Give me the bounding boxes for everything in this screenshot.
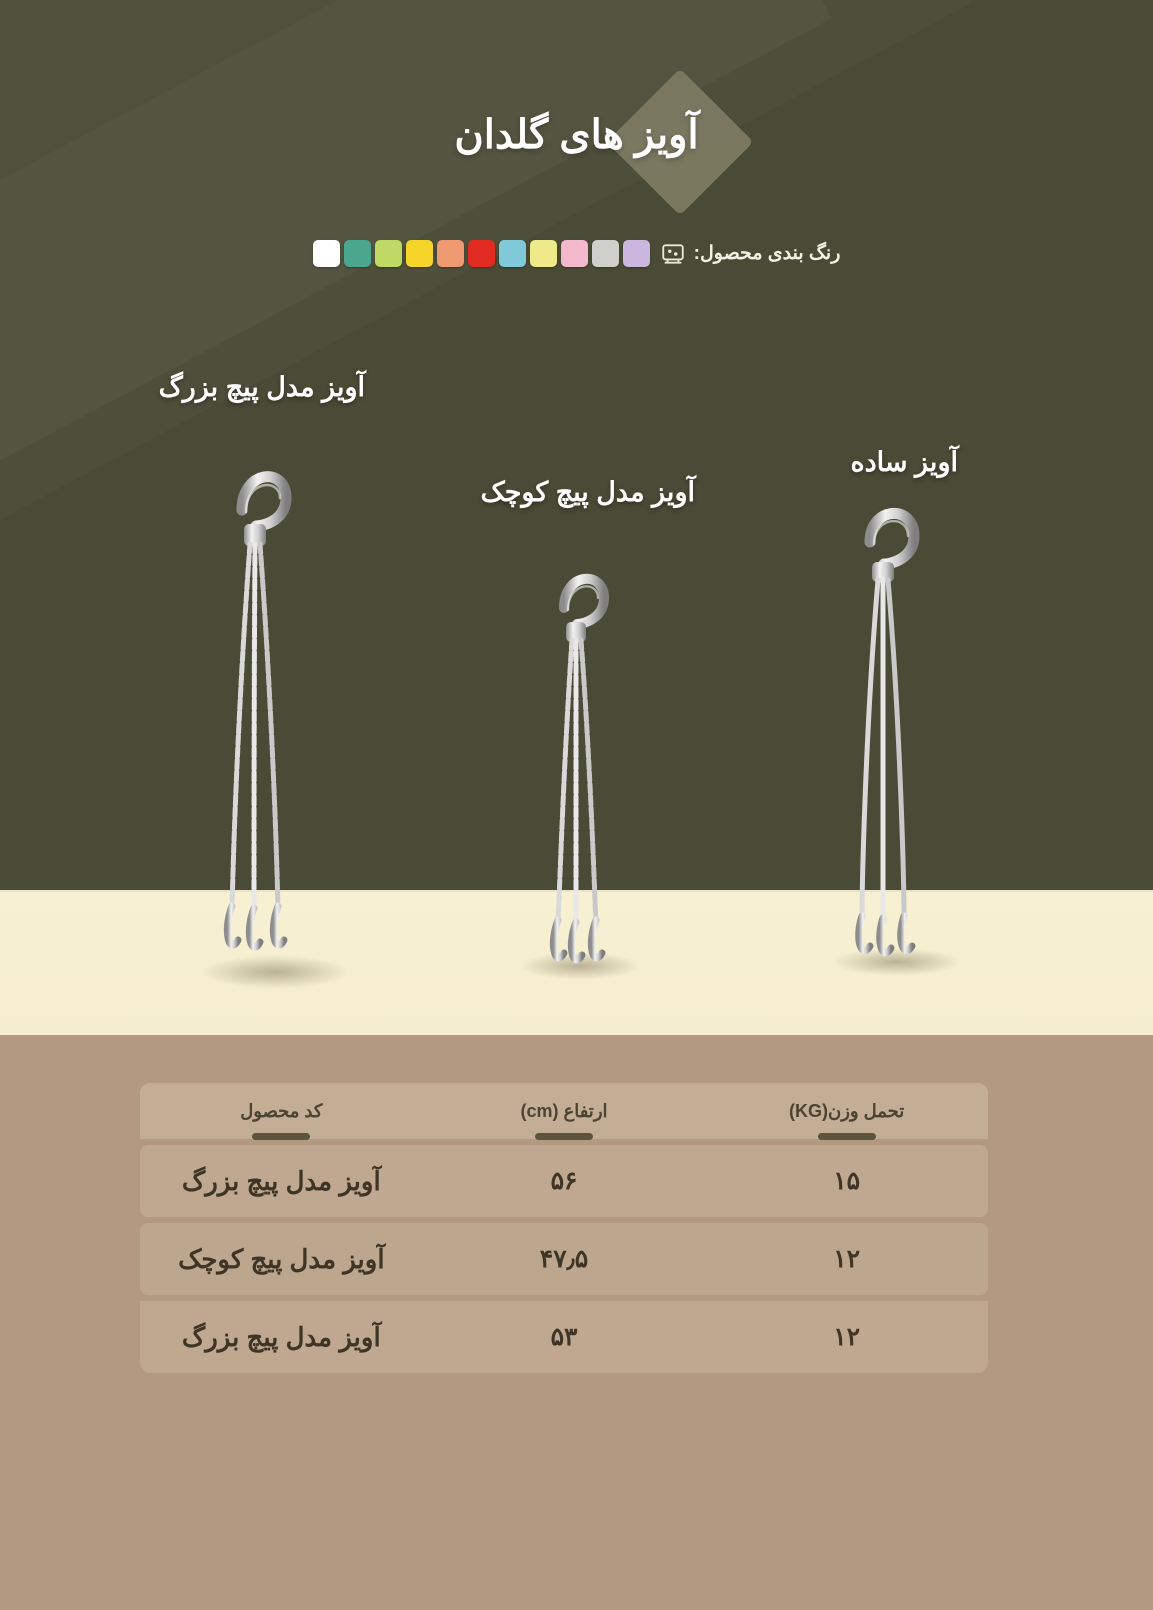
- palette-label-group: [660, 241, 841, 267]
- header-height: [423, 1101, 706, 1122]
- swatch-yellow[interactable]: [406, 240, 433, 267]
- header-weight: [705, 1101, 988, 1122]
- swatch-pink[interactable]: [561, 240, 588, 267]
- product-image-plain: [832, 500, 962, 980]
- page-title: آویز های گلدان: [454, 113, 699, 157]
- label-plain: آویز ساده: [850, 447, 958, 477]
- swatch-grey[interactable]: [592, 240, 619, 267]
- cell-weight: ۱۵: [833, 1167, 861, 1195]
- cell-code: آویز مدل پیچ بزرگ: [181, 1165, 381, 1196]
- swatch-salmon[interactable]: [437, 240, 464, 267]
- header-weight-text: تحمل وزن(KG): [789, 1100, 905, 1121]
- swatch-teal[interactable]: [344, 240, 371, 267]
- swatch-red[interactable]: [468, 240, 495, 267]
- swatch-lightyellow[interactable]: [530, 240, 557, 267]
- swatch-cyan[interactable]: [499, 240, 526, 267]
- swatch-list: [313, 240, 650, 267]
- swatch-lavender[interactable]: [623, 240, 650, 267]
- header-code: [140, 1101, 423, 1122]
- cell-weight: ۱۲: [833, 1245, 861, 1273]
- swatch-white[interactable]: [313, 240, 340, 267]
- cell-height: ۴۷٫۵: [539, 1245, 589, 1273]
- cell-code: آویز مدل پیچ بزرگ: [181, 1321, 381, 1352]
- color-options-row: [0, 240, 1153, 267]
- palette-label: رنگ بندی محصول:: [693, 243, 841, 264]
- swatch-lime[interactable]: [375, 240, 402, 267]
- header-underline: [535, 1133, 593, 1140]
- product-image-small-screw: [520, 558, 640, 990]
- product-image-big-screw: [190, 440, 320, 990]
- label-small-screw: آویز مدل پیچ کوچک: [480, 477, 695, 507]
- cell-code: آویز مدل پیچ کوچک: [178, 1243, 385, 1274]
- table-header-row: [140, 1083, 988, 1139]
- cell-weight: ۱۲: [833, 1323, 861, 1351]
- header-code-text: کد محصول: [240, 1100, 323, 1121]
- label-big-screw: آویز مدل پیچ بزرگ: [158, 372, 365, 402]
- cell-height: ۵۶: [550, 1167, 578, 1195]
- cell-height: ۵۳: [550, 1323, 578, 1351]
- spec-table: [140, 1083, 988, 1373]
- header-underline: [252, 1133, 310, 1140]
- header-underline: [818, 1133, 876, 1140]
- table-body: [140, 1145, 988, 1373]
- table-row: [140, 1145, 988, 1217]
- palette-icon: [660, 241, 686, 267]
- table-row: [140, 1301, 988, 1373]
- spec-table-section: [0, 1035, 1153, 1610]
- header-height-text: ارتفاع (cm): [520, 1100, 608, 1121]
- table-row: [140, 1223, 988, 1295]
